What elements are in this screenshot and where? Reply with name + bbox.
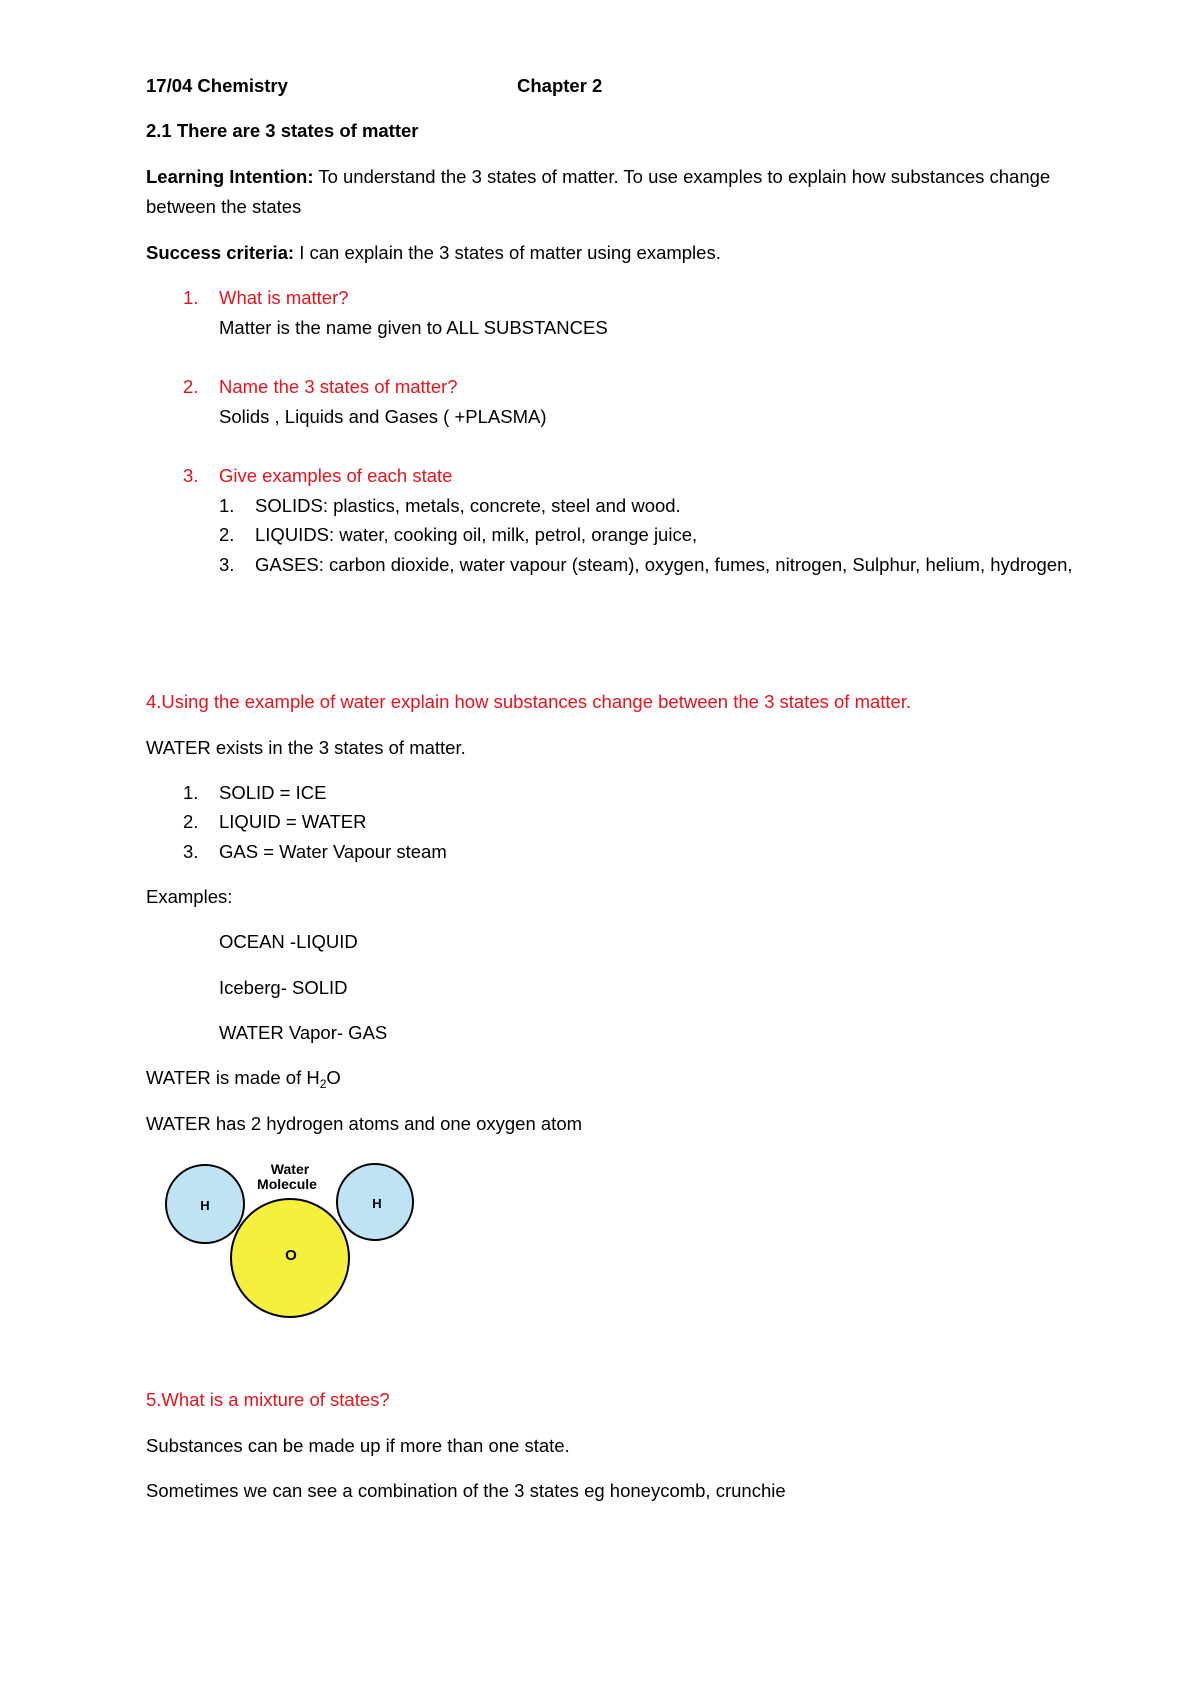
q2-answer: Solids , Liquids and Gases ( +PLASMA) (219, 406, 547, 427)
q3-item-number: 2. (219, 524, 235, 545)
header-chapter: Chapter 2 (517, 75, 603, 96)
molecule-title-line2: Molecule (257, 1176, 317, 1192)
hydrogen-label-left: H (200, 1198, 210, 1213)
learning-intention-cont: between the states (146, 196, 302, 217)
q2-question: Name the 3 states of matter? (219, 376, 458, 397)
q4-state-solid: SOLID = ICE (219, 782, 327, 803)
q3-question: Give examples of each state (219, 465, 453, 486)
success-criteria-text: I can explain the 3 states of matter using examples. (294, 242, 721, 263)
q4-made-of-suffix: O (326, 1067, 341, 1088)
section-title: 2.1 There are 3 states of matter (146, 120, 419, 141)
q4-example-ocean: OCEAN -LIQUID (219, 931, 358, 952)
q1-question: What is matter? (219, 287, 349, 308)
q4-made-of-prefix: WATER is made of H (146, 1067, 320, 1088)
q4-made-of-subscript: 2 (319, 1077, 327, 1091)
q4-state-number: 2. (183, 811, 199, 832)
learning-intention-label: Learning Intention: (146, 166, 314, 187)
q4-made-of (146, 1066, 341, 1090)
molecule-title-line1: Water (270, 1161, 310, 1177)
q4-example-iceberg: Iceberg- SOLID (219, 977, 348, 998)
q3-item-solids: SOLIDS: plastics, metals, concrete, steel and wood. (255, 495, 681, 516)
q1-number: 1. (183, 287, 199, 308)
q4-intro: WATER exists in the 3 states of matter. (146, 737, 466, 758)
q4-state-liquid: LIQUID = WATER (219, 811, 367, 832)
q5-answer-2: Sometimes we can see a combination of the 3 states eg honeycomb, crunchie (146, 1480, 786, 1501)
q4-state-number: 1. (183, 782, 199, 803)
q4-state-gas: GAS = Water Vapour steam (219, 841, 447, 862)
q4-state-number: 3. (183, 841, 199, 862)
q4-example-vapor: WATER Vapor- GAS (219, 1022, 388, 1043)
learning-intention (146, 165, 1050, 189)
hydrogen-label-right: H (372, 1196, 382, 1211)
q3-number: 3. (183, 465, 199, 486)
q1-answer: Matter is the name given to ALL SUBSTANCES (219, 317, 608, 338)
q4-question: 4.Using the example of water explain how substances change between the 3 states of matter. (146, 691, 912, 712)
success-criteria-label: Success criteria: (146, 242, 295, 263)
header-date-subject: 17/04 Chemistry (146, 75, 288, 96)
learning-intention-text: To understand the 3 states of matter. To use examples to explain how substances change (313, 166, 1051, 187)
success-criteria (146, 241, 721, 265)
q5-question: 5.What is a mixture of states? (146, 1389, 390, 1410)
q2-number: 2. (183, 376, 199, 397)
oxygen-label: O (285, 1247, 297, 1264)
q5-answer-1: Substances can be made up if more than one state. (146, 1435, 570, 1456)
q4-atoms: WATER has 2 hydrogen atoms and one oxygen atom (146, 1113, 583, 1134)
q3-item-liquids: LIQUIDS: water, cooking oil, milk, petrol, orange juice, (255, 524, 698, 545)
q3-item-number: 1. (219, 495, 235, 516)
q4-examples-label: Examples: (146, 886, 233, 907)
q3-item-number: 3. (219, 554, 235, 575)
q3-item-gases: GASES: carbon dioxide, water vapour (steam), oxygen, fumes, nitrogen, Sulphur, helium, hydrogen, (255, 554, 1073, 575)
water-molecule-diagram (150, 1160, 430, 1320)
